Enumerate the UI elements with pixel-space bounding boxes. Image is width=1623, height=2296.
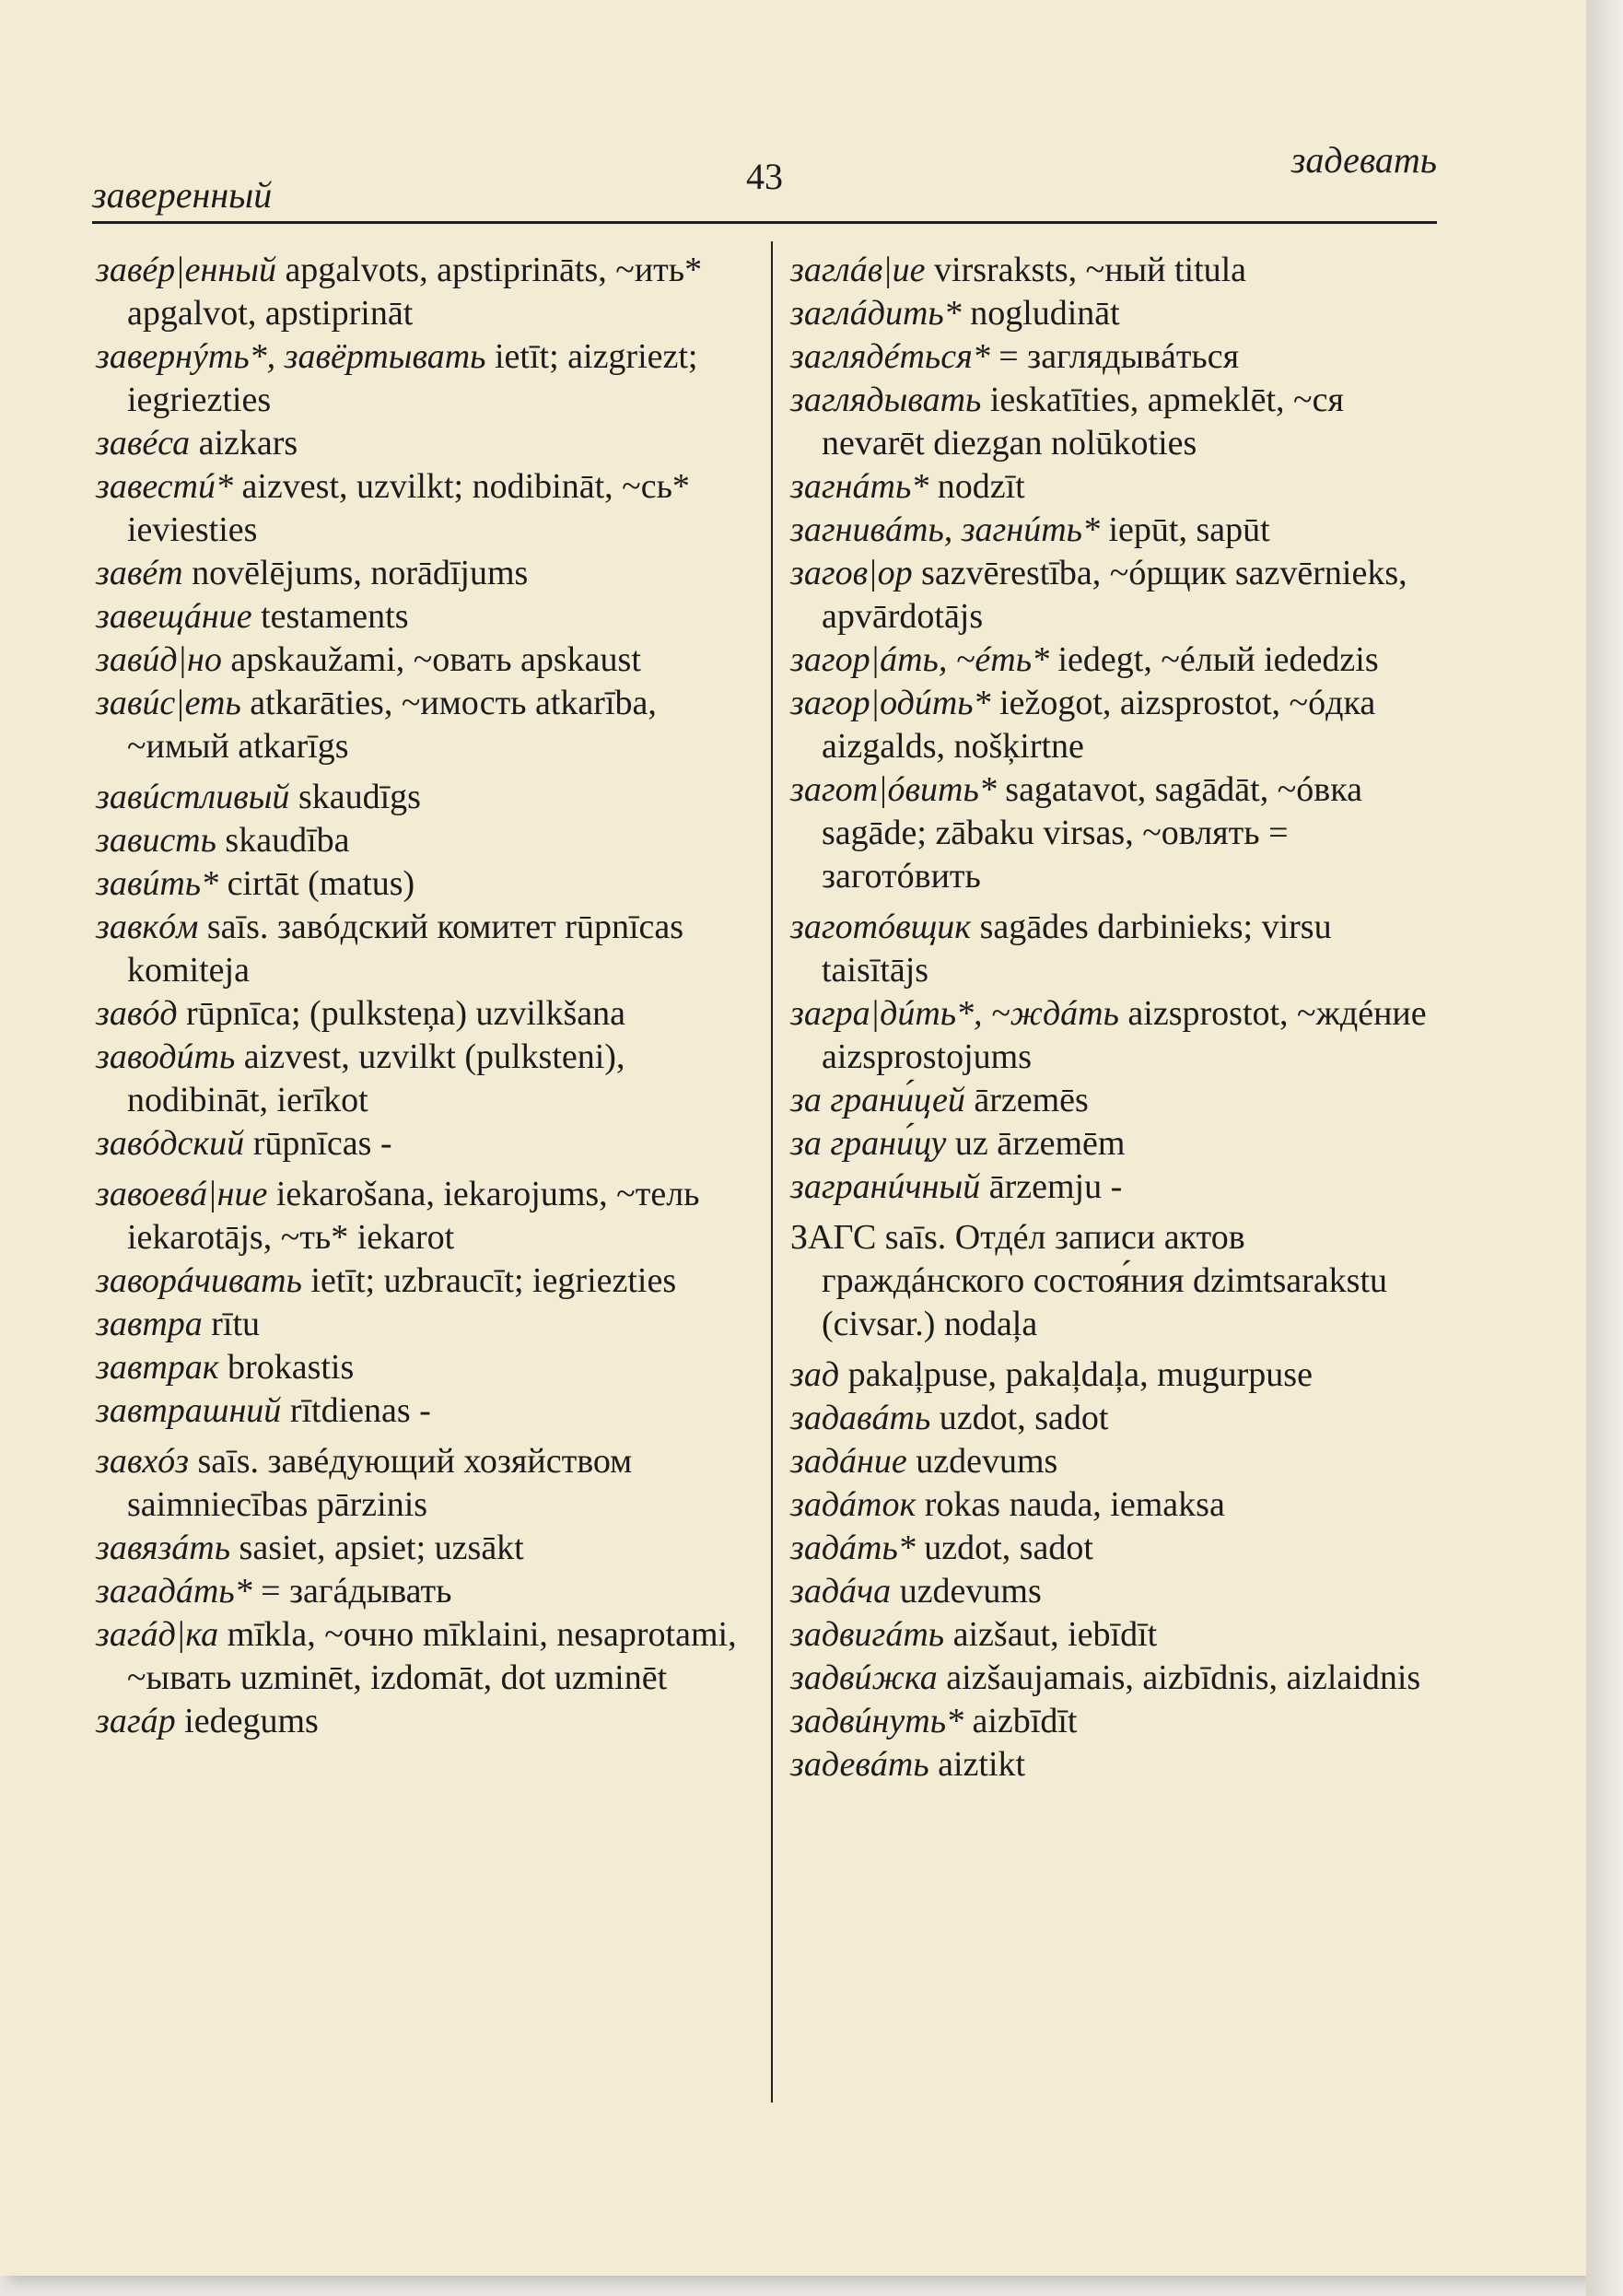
dictionary-entry [96,465,759,552]
headword: заглáдить* [790,294,962,333]
translation: iedegums [184,1702,319,1740]
translation: = заглядывáться [998,337,1240,376]
dictionary-entry [790,1353,1444,1397]
dictionary-entry [96,906,759,992]
headword: заворáчивать [96,1261,302,1300]
headword: завúть* [96,864,219,903]
dictionary-entry [790,992,1444,1079]
dictionary-entry [96,1173,759,1259]
dictionary-entry [790,335,1444,379]
dictionary-entry [790,1166,1444,1209]
headword: завхóз [96,1442,190,1481]
translation: saīs. Отдéл записи актов граждáнского состоя́ния dzimtsarakstu (civsar.) nodaļa [822,1218,1388,1343]
headword: задáние [790,1442,907,1481]
headword: завéса [96,424,191,463]
headword: загнивáть, загнúть* [790,510,1100,549]
dictionary-entry [96,1122,759,1166]
translation: virsraksts, ~ный titula [934,251,1247,289]
translation: ārzemju - [988,1167,1123,1206]
headword: загра|дúть*, ~ждáть [790,994,1119,1033]
headword: ЗАГС [790,1218,877,1257]
dictionary-entry [96,1303,759,1346]
translation: aizkars [198,424,298,463]
translation: sagādes darbinieks; virsu taisītājs [822,908,1332,990]
dictionary-entry [96,1389,759,1433]
headword: загор|одúть* [790,684,991,722]
translation: iekarošana, iekarojums, ~тель iekarotājs, ~ть* iekarot [127,1175,700,1257]
translation: ietīt; aizgriezt; iegriezties [127,337,698,419]
dictionary-entry [790,638,1444,682]
dictionary-entry [790,1527,1444,1570]
dictionary-entry [96,682,759,768]
translation: apgalvots, apstiprināts, ~ить* apgalvot, apstiprināt [127,251,703,333]
headword: задавáть [790,1399,931,1437]
headword: загор|áть, ~éть* [790,640,1049,679]
dictionary-entry [790,906,1444,992]
headword: завоевá|ние [96,1175,268,1213]
headword: завóдский [96,1124,245,1163]
dictionary-entry [96,1036,759,1122]
dictionary-entry [790,509,1444,552]
headword: за грани́цей [790,1081,965,1119]
dictionary-entry [790,552,1444,638]
dictionary-entry [96,819,759,862]
translation: pakaļpuse, pakaļdaļa, mugurpuse [847,1355,1313,1394]
translation: saīs. завéдующий хозяйством saimniecības pārzinis [127,1442,633,1524]
dictionary-entry [96,335,759,422]
translation: brokastis [228,1348,355,1387]
column-divider [771,241,773,2103]
translation: saīs. завóдский комитет rūpnīcas komiteja [127,908,684,990]
dictionary-entry [790,682,1444,768]
page-edge [1586,0,1623,2296]
dictionary-entry [790,379,1444,465]
headword: за грани́цу [790,1124,947,1163]
dictionary-entry [790,1440,1444,1483]
translation: nodzīt [937,467,1025,506]
headword: завúс|еть [96,684,241,722]
headword: завтра [96,1305,203,1343]
translation: uzdevums [916,1442,1058,1481]
translation: cirtāt (matus) [227,864,415,903]
left-column [96,249,759,1743]
right-column [790,249,1444,1786]
dictionary-entry [790,465,1444,509]
headword: загранúчный [790,1167,981,1206]
dictionary-entry [790,1483,1444,1527]
dictionary-entry [96,249,759,335]
dictionary-entry [96,776,759,819]
left-guide-word: заверенный [92,174,273,216]
dictionary-entry [790,1657,1444,1700]
translation: novēlējums, norādījums [192,554,529,592]
dictionary-entry [790,1122,1444,1166]
dictionary-entry [790,1079,1444,1122]
dictionary-entry [96,595,759,638]
dictionary-entry [96,1527,759,1570]
translation: rūpnīca; (pulksteņa) uzvilkšana [186,994,625,1033]
headword: задáток [790,1485,917,1524]
translation: rītu [211,1305,261,1343]
headword: завернýть*, завёртывать [96,337,486,376]
translation: sagatavot, sagādāt, ~óвка sagāde; zābaku virsas, ~овлять = заготóвить [822,770,1362,896]
headword: зависть [96,821,216,860]
headword: завестú* [96,467,233,506]
headword: задевáть [790,1745,929,1784]
right-guide-word: задевать [1290,139,1437,181]
translation: aizvest, uzvilkt (pulksteni), nodibināt, ierīkot [127,1037,625,1119]
translation: iedegt, ~éлый iededzis [1057,640,1379,679]
headword: завтрашний [96,1391,282,1430]
headword: завéр|енный [96,251,276,289]
headword: задáча [790,1572,892,1611]
headword: завúстливый [96,778,290,816]
translation: uzdot, sadot [924,1529,1093,1567]
translation: aizsprostot, ~ждéние aizsprostojums [822,994,1427,1076]
translation: uzdevums [899,1572,1042,1611]
dictionary-entry [790,1397,1444,1440]
translation: aizvest, uzvilkt; nodibināt, ~сь* ieviesties [127,467,690,549]
dictionary-entry [96,1570,759,1613]
translation: sasiet, apsiet; uzsākt [239,1529,524,1567]
headword: завóд [96,994,178,1033]
dictionary-entry [790,768,1444,898]
headword: заглядывать [790,381,982,419]
dictionary-entry [96,862,759,906]
dictionary-entry [96,422,759,465]
headword: задáть* [790,1529,916,1567]
headword: загадáть* [96,1572,252,1611]
dictionary-entry [96,638,759,682]
translation: ietīt; uzbraucīt; iegriezties [310,1261,677,1300]
headword: заглáв|ие [790,251,926,289]
translation: iežogot, aizsprostot, ~óдка aizgalds, nošķirtne [822,684,1376,766]
headword: завещáние [96,597,252,636]
translation: nogludināt [970,294,1120,333]
headword: загот|óвить* [790,770,997,809]
translation: atkarāties, ~имость atkarība, ~имый atkarīgs [127,684,657,766]
headword: завтрак [96,1348,219,1387]
headword: задвигáть [790,1615,945,1654]
dictionary-entry [96,992,759,1036]
translation: ieskatīties, apmeklēt, ~ся nevarēt diezgan nolūkoties [822,381,1344,463]
translation: sazvērestība, ~óрщик sazvērnieks, apvārdotājs [822,554,1407,636]
translation: aizšaut, iebīdīt [952,1615,1158,1654]
dictionary-entry [790,1570,1444,1613]
translation: uz ārzemēm [954,1124,1126,1163]
translation: aizbīdīt [972,1702,1078,1740]
page-number: 43 [746,156,783,197]
headword: загáд|ка [96,1615,219,1654]
headword: заготóвщик [790,908,972,946]
dictionary-entry [790,1700,1444,1743]
headword: завúд|но [96,640,222,679]
page-header [92,138,1437,221]
headword: завязáть [96,1529,231,1567]
dictionary-entry [790,249,1444,292]
dictionary-entry [96,1440,759,1527]
headword: загнáть* [790,467,929,506]
headword: задвúжка [790,1658,938,1697]
translation: aizšaujamais, aizbīdnis, aizlaidnis [946,1658,1421,1697]
translation: rūpnīcas - [252,1124,392,1163]
translation: skaudība [225,821,350,860]
translation: iepūt, sapūt [1108,510,1270,549]
dictionary-entry [96,1613,759,1700]
dictionary-entry [790,1743,1444,1786]
headword: загáр [96,1702,176,1740]
translation: uzdot, sadot [939,1399,1109,1437]
dictionary-entry [96,1346,759,1389]
headword: заводúть [96,1037,236,1076]
header-rule [92,221,1437,224]
headword: завкóм [96,908,199,946]
headword: загов|ор [790,554,913,592]
headword: задвúнуть* [790,1702,963,1740]
translation: rokas nauda, iemaksa [924,1485,1225,1524]
dictionary-entry [790,292,1444,335]
dictionary-entry [790,1613,1444,1657]
headword: завéт [96,554,183,592]
translation: skaudīgs [298,778,421,816]
translation: testaments [261,597,409,636]
translation: rītdienas - [289,1391,431,1430]
translation: apskaužami, ~овать apskaust [230,640,641,679]
dictionary-entry [96,552,759,595]
dictionary-entry [96,1700,759,1743]
dictionary-entry [96,1259,759,1303]
translation: = загáдывать [261,1572,452,1611]
dictionary-entry [790,1216,1444,1346]
translation: mīkla, ~очно mīklaini, nesaprotami, ~ывать uzminēt, izdomāt, dot uzminēt [127,1615,737,1697]
headword: зад [790,1355,840,1394]
translation: ārzemēs [974,1081,1089,1119]
headword: заглядéться* [790,337,990,376]
translation: aiztikt [938,1745,1026,1784]
